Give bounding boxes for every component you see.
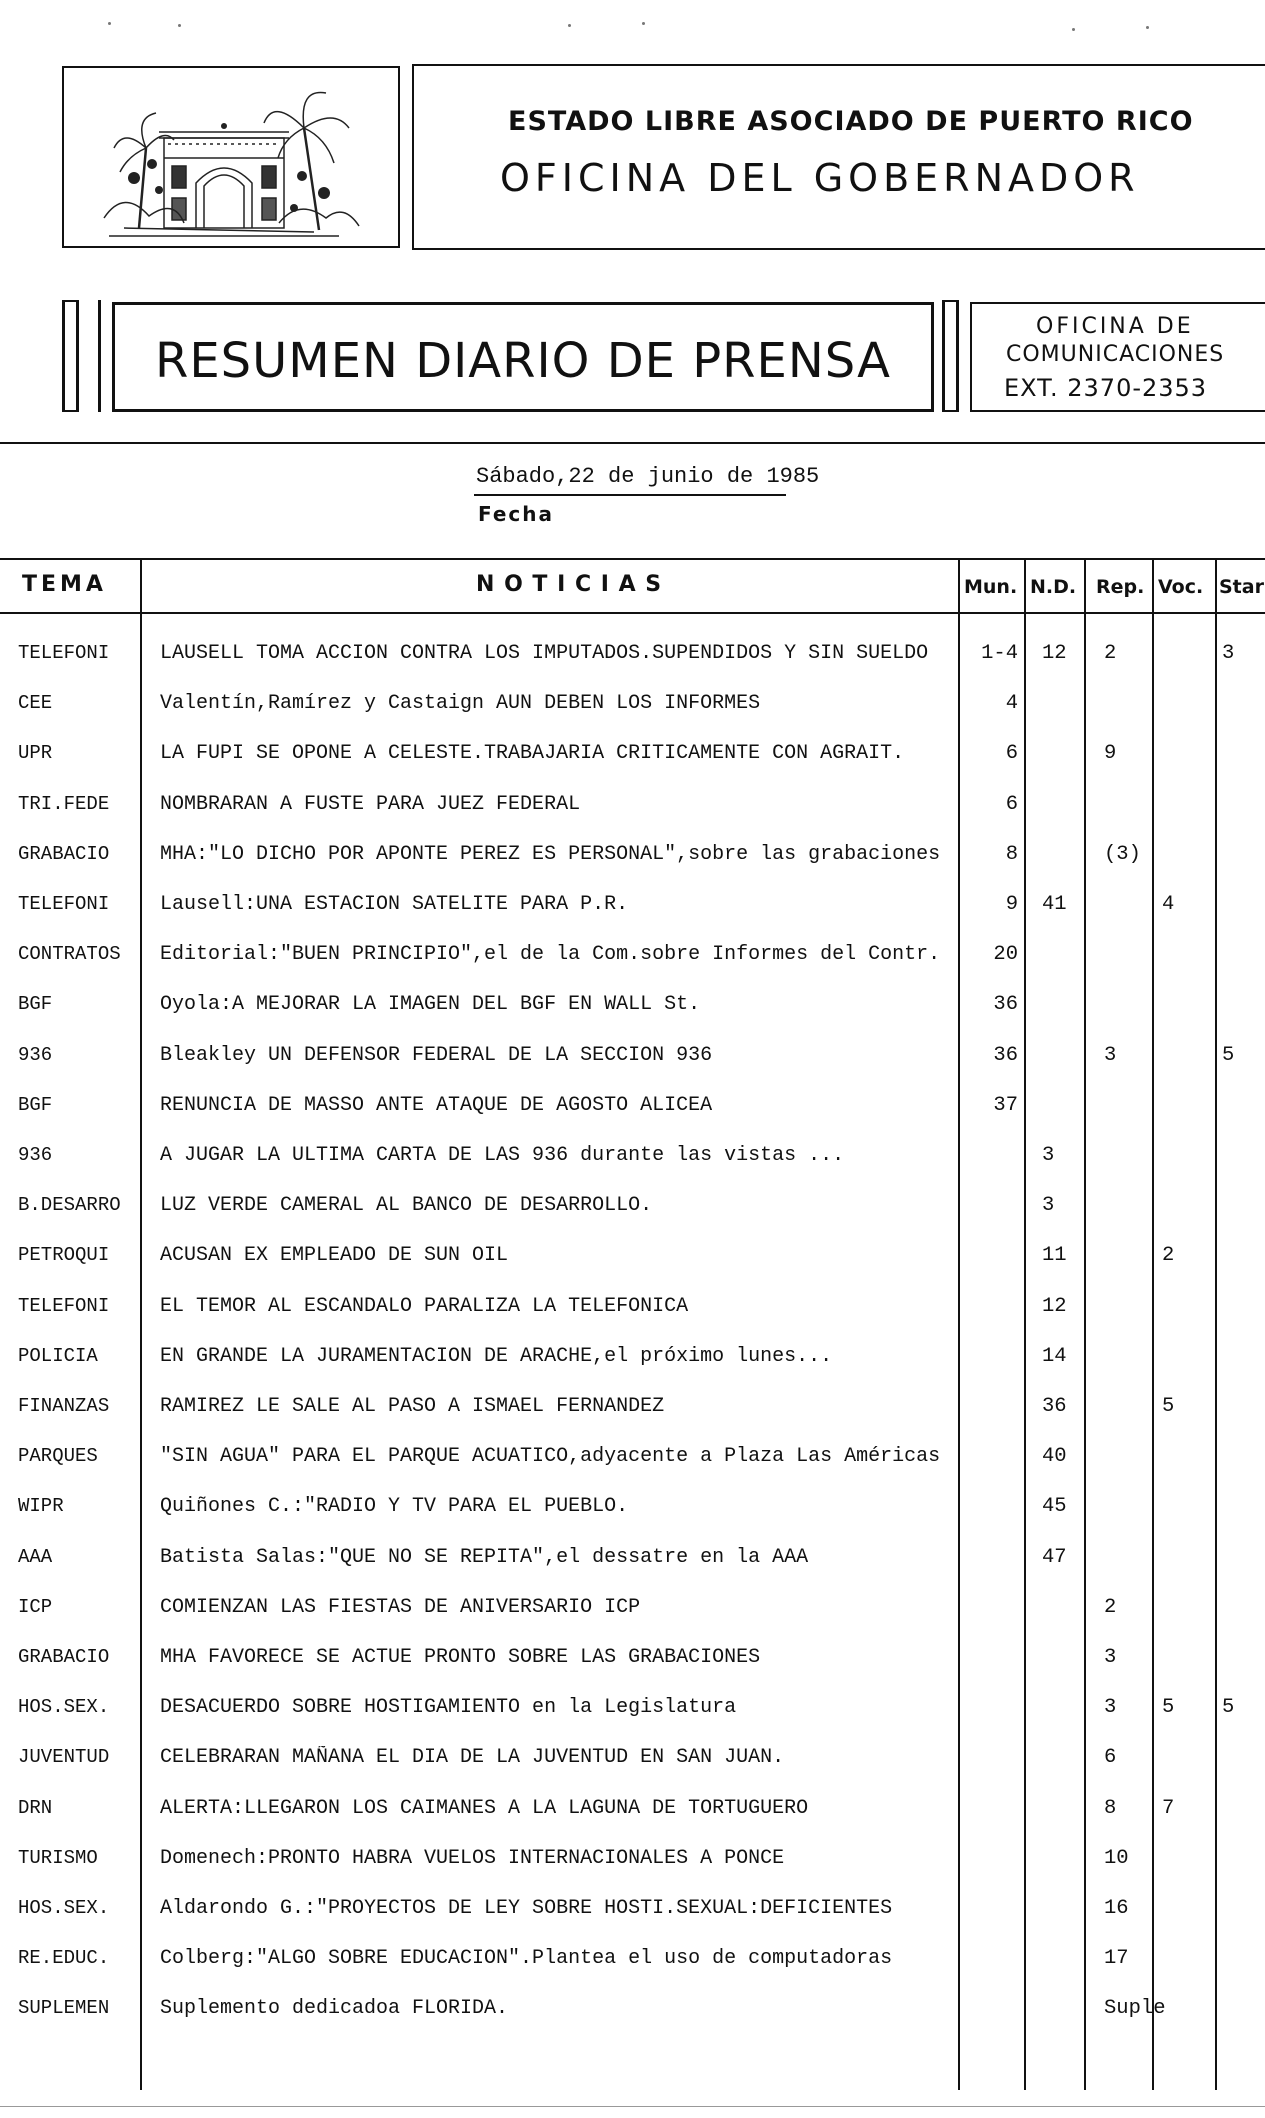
seal-box [62,66,400,248]
rep-cell: 9 [1104,742,1117,765]
nd-cell: 36 [1042,1395,1067,1418]
noticia-cell: Colberg:"ALGO SOBRE EDUCACION".Plantea el uso de computadoras [160,1947,893,1970]
tema-cell: AAA [18,1546,53,1568]
mun-cell: 36 [993,993,1018,1016]
column-divider-nd [1084,558,1086,2090]
tema-cell: DRN [18,1797,53,1819]
mun-cell: 9 [1005,893,1018,916]
noticia-cell: Quiñones C.:"RADIO Y TV PARA EL PUEBLO. [160,1495,629,1518]
noticia-cell: Suplemento dedicadoa FLORIDA. [160,1997,509,2020]
banner-title: RESUMEN DIARIO DE PRENSA [155,333,891,389]
tema-cell: ICP [18,1596,53,1618]
nd-cell: 12 [1042,642,1067,665]
voc-cell: 5 [1162,1395,1175,1418]
noticia-cell: RENUNCIA DE MASSO ANTE ATAQUE DE AGOSTO ALICEA [160,1094,713,1117]
column-divider-tema [140,558,142,2090]
noticia-cell: Lausell:UNA ESTACION SATELITE PARA P.R. [160,893,629,916]
tema-cell: TELEFONI [18,1295,110,1317]
tema-cell: PETROQUI [18,1244,110,1266]
government-name: ESTADO LIBRE ASOCIADO DE PUERTO RICO [508,106,1194,137]
noticia-cell: A JUGAR LA ULTIMA CARTA DE LAS 936 durante las vistas ... [160,1144,845,1167]
rep-cell: 6 [1104,1746,1117,1769]
nd-cell: 3 [1042,1144,1055,1167]
column-header-rep: Rep. [1096,576,1145,598]
banner-left-bar-1 [62,300,65,412]
tema-cell: CONTRATOS [18,943,121,965]
rep-cell: 2 [1104,642,1117,665]
office-name: OFICINA DEL GOBERNADOR [500,156,1140,200]
noticia-cell: Aldarondo G.:"PROYECTOS DE LEY SOBRE HOSTI.SEXUAL:DEFICIENTES [160,1897,893,1920]
report-date: Sábado,22 de junio de 1985 [476,464,820,489]
tema-cell: HOS.SEX. [18,1897,110,1919]
tema-cell: PARQUES [18,1445,98,1467]
column-header-voc: Voc. [1158,576,1204,598]
nd-cell: 47 [1042,1546,1067,1569]
communications-office-box [970,302,1265,412]
star-cell: 5 [1222,1044,1235,1067]
noticia-cell: LUZ VERDE CAMERAL AL BANCO DE DESARROLLO. [160,1194,653,1217]
column-divider-noticias [958,558,960,2090]
mun-cell: 6 [1005,742,1018,765]
mun-cell: 6 [1005,793,1018,816]
column-divider-rep [1152,558,1154,2090]
mun-cell: 8 [1005,843,1018,866]
star-cell: 3 [1222,642,1235,665]
column-header-mun: Mun. [964,576,1018,598]
noticia-cell: MHA FAVORECE SE ACTUE PRONTO SOBRE LAS GRABACIONES [160,1646,761,1669]
column-divider-mun [1024,558,1026,2090]
header-divider [0,442,1265,444]
mun-cell: 1-4 [981,642,1018,665]
nd-cell: 11 [1042,1244,1067,1267]
voc-cell: 5 [1162,1696,1175,1719]
rep-cell: 3 [1104,1646,1117,1669]
tema-cell: HOS.SEX. [18,1696,110,1718]
voc-cell: 4 [1162,893,1175,916]
noticia-cell: Batista Salas:"QUE NO SE REPITA",el dessatre en la AAA [160,1546,809,1569]
date-label: Fecha [478,502,555,526]
rep-cell: 3 [1104,1696,1117,1719]
tema-cell: SUPLEMEN [18,1997,110,2019]
column-header-nd: N.D. [1030,576,1077,598]
column-divider-voc [1215,558,1217,2090]
nd-cell: 3 [1042,1194,1055,1217]
noticia-cell: EN GRANDE LA JURAMENTACION DE ARACHE,el próximo lunes... [160,1345,833,1368]
rep-cell: 8 [1104,1797,1117,1820]
noticia-cell: NOMBRARAN A FUSTE PARA JUEZ FEDERAL [160,793,581,816]
tema-cell: RE.EDUC. [18,1947,110,1969]
table-header-border [0,612,1265,614]
noticia-cell: RAMIREZ LE SALE AL PASO A ISMAEL FERNANDEZ [160,1395,665,1418]
tema-cell: UPR [18,742,53,764]
tema-cell: POLICIA [18,1345,98,1367]
mun-cell: 20 [993,943,1018,966]
noticia-cell: Editorial:"BUEN PRINCIPIO",el de la Com.sobre Informes del Contr. [160,943,941,966]
noticia-cell: ACUSAN EX EMPLEADO DE SUN OIL [160,1244,509,1267]
governor-mansion-illustration [64,68,398,246]
banner-box [112,302,934,412]
noticia-cell: Oyola:A MEJORAR LA IMAGEN DEL BGF EN WALL St. [160,993,701,1016]
column-header-noticias: N O T I C I A S [476,572,663,597]
tema-cell: BGF [18,1094,53,1116]
column-header-tema: TEMA [22,572,107,597]
noticia-cell: LAUSELL TOMA ACCION CONTRA LOS IMPUTADOS.SUPENDIDOS Y SIN SUELDO [160,642,929,665]
noticia-cell: CELEBRARAN MAÑANA EL DIA DE LA JUVENTUD EN SAN JUAN. [160,1746,785,1769]
tema-cell: TRI.FEDE [18,793,110,815]
rep-cell: 16 [1104,1897,1129,1920]
column-header-star: Star [1219,576,1264,598]
banner-left-bar-2 [76,300,79,412]
noticia-cell: LA FUPI SE OPONE A CELESTE.TRABAJARIA CRITICAMENTE CON AGRAIT. [160,742,905,765]
tema-cell: TURISMO [18,1847,98,1869]
noticia-cell: COMIENZAN LAS FIESTAS DE ANIVERSARIO ICP [160,1596,641,1619]
nd-cell: 45 [1042,1495,1067,1518]
noticia-cell: EL TEMOR AL ESCANDALO PARALIZA LA TELEFONICA [160,1295,689,1318]
noticia-cell: Valentín,Ramírez y Castaign AUN DEBEN LOS INFORMES [160,692,761,715]
mun-cell: 36 [993,1044,1018,1067]
table-top-border [0,558,1265,560]
nd-cell: 14 [1042,1345,1067,1368]
rep-cell: Suple [1104,1997,1166,2020]
tema-cell: BGF [18,993,53,1015]
tema-cell: JUVENTUD [18,1746,110,1768]
tema-cell: TELEFONI [18,642,110,664]
star-cell: 5 [1222,1696,1235,1719]
nd-cell: 41 [1042,893,1067,916]
nd-cell: 12 [1042,1295,1067,1318]
noticia-cell: "SIN AGUA" PARA EL PARQUE ACUATICO,adyacente a Plaza Las Américas [160,1445,941,1468]
noticia-cell: DESACUERDO SOBRE HOSTIGAMIENTO en la Legislatura [160,1696,737,1719]
phone-extension: EXT. 2370-2353 [1004,374,1208,402]
tema-cell: TELEFONI [18,893,110,915]
office-line-1: OFICINA DE [1036,314,1194,339]
noticia-cell: Domenech:PRONTO HABRA VUELOS INTERNACIONALES A PONCE [160,1847,785,1870]
mun-cell: 37 [993,1094,1018,1117]
rep-cell: 17 [1104,1947,1129,1970]
voc-cell: 2 [1162,1244,1175,1267]
rep-cell: 3 [1104,1044,1117,1067]
noticia-cell: ALERTA:LLEGARON LOS CAIMANES A LA LAGUNA DE TORTUGUERO [160,1797,809,1820]
noticia-cell: Bleakley UN DEFENSOR FEDERAL DE LA SECCION 936 [160,1044,713,1067]
tema-cell: WIPR [18,1495,64,1517]
tema-cell: FINANZAS [18,1395,110,1417]
noticia-cell: MHA:"LO DICHO POR APONTE PEREZ ES PERSONAL",sobre las grabaciones [160,843,941,866]
tema-cell: 936 [18,1144,53,1166]
voc-cell: 7 [1162,1797,1175,1820]
rep-cell: 2 [1104,1596,1117,1619]
nd-cell: 40 [1042,1445,1067,1468]
rep-cell: 10 [1104,1847,1129,1870]
rep-cell: (3) [1104,843,1141,866]
page-bottom-line [0,2106,1265,2107]
tema-cell: B.DESARRO [18,1194,121,1216]
tema-cell: CEE [18,692,53,714]
mun-cell: 4 [1005,692,1018,715]
government-title-box [412,64,1265,250]
date-underline [474,494,786,496]
office-line-2: COMUNICACIONES [1006,342,1225,367]
tema-cell: GRABACIO [18,843,110,865]
tema-cell: GRABACIO [18,1646,110,1668]
tema-cell: 936 [18,1044,53,1066]
